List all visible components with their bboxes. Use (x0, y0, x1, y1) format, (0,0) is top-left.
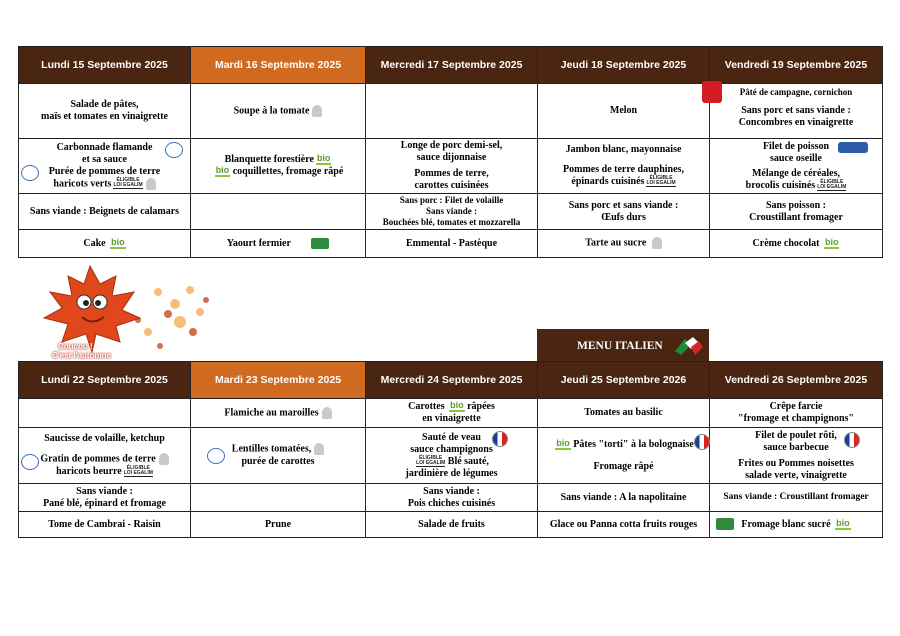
bio-icon: bio (836, 517, 850, 528)
produit-fermier-icon (311, 238, 329, 249)
autumn-leaf-illustration (30, 262, 220, 362)
day-header-tue: Mardi 23 Septembre 2025 (191, 362, 366, 399)
entree-mon: Salade de pâtes, maïs et tomates en vinaigrette (19, 84, 191, 139)
dessert-mon: Cake bio (19, 230, 191, 258)
alt-mon: Sans viande : Pané blé, épinard et fromage (19, 484, 191, 512)
dessert-tue: Prune (191, 512, 366, 538)
msc-label-icon (838, 142, 868, 153)
entree-fri: Pâté de campagne, cornichon Sans porc et sans viande : Concombres en vinaigrette (710, 84, 883, 139)
week1-menu-table (18, 46, 883, 258)
italian-flag-icon (673, 335, 703, 357)
alt-wed: Sans viande : Pois chiches cuisinés (366, 484, 538, 512)
viande-bovine-francaise-icon (492, 431, 508, 447)
egalim-icon: ÉLIGIBLE LOI EGALIM (416, 454, 446, 466)
main-wed: Sauté de veau sauce champignons ÉLIGIBLE LOI EGALIM Blé sauté, jardinière de légumes (366, 428, 538, 484)
day-header-thu: Jeudi 25 Septembre 2026 (538, 362, 710, 399)
entree-fri: Crêpe farcie "fromage et champignons" (710, 399, 883, 428)
entree-tue: Flamiche au maroilles (191, 399, 366, 428)
viande-francaise-icon (21, 165, 39, 181)
chef-hat-icon (146, 178, 156, 190)
entree-wed: Carottes bio râpées en vinaigrette (366, 399, 538, 428)
alt-fri: Sans poisson : Croustillant fromager (710, 194, 883, 230)
main-mon: Saucisse de volaille, ketchup Gratin de pommes de terre haricots beurre ÉLIGIBLE LOI EGALIM (19, 428, 191, 484)
dessert-fri: Fromage blanc sucré bio (710, 512, 883, 538)
dessert-tue: Yaourt fermier (191, 230, 366, 258)
dessert-thu: Glace ou Panna cotta fruits rouges (538, 512, 710, 538)
day-header-mon: Lundi 15 Septembre 2025 (19, 47, 191, 84)
day-header-thu: Jeudi 18 Septembre 2025 (538, 47, 710, 84)
dessert-mon: Tome de Cambrai - Raisin (19, 512, 191, 538)
day-header-tue: Mardi 16 Septembre 2025 (191, 47, 366, 84)
alt-tue (191, 194, 366, 230)
bio-icon: bio (316, 153, 331, 164)
alt-wed: Sans porc : Filet de volaille Sans viande : Bouchées blé, tomates et mozzarella (366, 194, 538, 230)
alt-thu: Sans viande : A la napolitaine (538, 484, 710, 512)
entree-tue: Soupe à la tomate (191, 84, 366, 139)
bio-icon: bio (450, 400, 464, 411)
dessert-thu: Tarte au sucre (538, 230, 710, 258)
entree-mon (19, 399, 191, 428)
day-header-mon: Lundi 22 Septembre 2025 (19, 362, 191, 399)
viande-francaise-icon (21, 454, 39, 470)
egalim-icon: ÉLIGIBLE LOI EGALIM (817, 178, 847, 190)
day-header-fri: Vendredi 26 Septembre 2025 (710, 362, 883, 399)
viande-francaise-icon (165, 142, 183, 158)
chef-hat-icon (314, 443, 324, 455)
alt-fri: Sans viande : Croustillant fromager (710, 484, 883, 512)
volaille-francaise-icon (844, 432, 860, 448)
chef-hat-icon (652, 237, 662, 249)
italian-menu-banner: MENU ITALIEN (537, 329, 709, 361)
autumn-caption: Coucou ! C'est l'automne (52, 342, 111, 360)
egalim-icon: ÉLIGIBLE LOI EGALIM (123, 464, 153, 476)
chef-hat-icon (159, 453, 169, 465)
dessert-fri: Crème chocolat bio (710, 230, 883, 258)
alt-thu: Sans porc et sans viande : Œufs durs (538, 194, 710, 230)
entree-wed (366, 84, 538, 139)
alt-tue (191, 484, 366, 512)
bio-icon: bio (215, 165, 230, 176)
chef-hat-icon (312, 105, 322, 117)
bio-icon: bio (556, 437, 570, 448)
main-fri: Filet de poulet rôti, sauce barbecue Frites ou Pommes noisettes salade verte, vinaigrette (710, 428, 883, 484)
entree-thu: Melon (538, 84, 710, 139)
day-header-wed: Mercredi 17 Septembre 2025 (366, 47, 538, 84)
main-tue: Blanquette forestière bio bio coquillettes, fromage râpé (191, 139, 366, 194)
alt-mon: Sans viande : Beignets de calamars (19, 194, 191, 230)
bio-icon: bio (824, 236, 839, 247)
main-mon: Carbonnade flamande et sa sauce Purée de pommes de terre haricots verts ÉLIGIBLE LOI EGALIM (19, 139, 191, 194)
main-tue: Lentilles tomatées, purée de carottes (191, 428, 366, 484)
main-thu: bio Pâtes "torti" à la bolognaise Fromage râpé (538, 428, 710, 484)
day-header-wed: Mercredi 24 Septembre 2025 (366, 362, 538, 399)
produit-france-icon (207, 448, 225, 464)
dessert-wed: Emmental - Pastèque (366, 230, 538, 258)
produit-fermier-icon (716, 518, 734, 530)
week2-menu-table (18, 361, 883, 538)
main-fri: Filet de poisson sauce oseille Mélange de céréales, brocolis cuisinés ÉLIGIBLE LOI EGALIM (710, 139, 883, 194)
egalim-icon: ÉLIGIBLE LOI EGALIM (113, 177, 143, 189)
entree-thu: Tomates au basilic (538, 399, 710, 428)
main-wed: Longe de porc demi-sel, sauce dijonnaise Pommes de terre, carottes cuisinées (366, 139, 538, 194)
dessert-wed: Salade de fruits (366, 512, 538, 538)
viande-bovine-francaise-icon (694, 434, 710, 450)
label-rouge-icon (702, 81, 722, 103)
chef-hat-icon (322, 407, 332, 419)
bio-icon: bio (111, 236, 125, 247)
egalim-icon: ÉLIGIBLE LOI EGALIM (646, 175, 676, 187)
day-header-fri: Vendredi 19 Septembre 2025 (710, 47, 883, 84)
main-thu: Jambon blanc, mayonnaise Pommes de terre dauphines, épinards cuisinés ÉLIGIBLE LOI EGALIM (538, 139, 710, 194)
